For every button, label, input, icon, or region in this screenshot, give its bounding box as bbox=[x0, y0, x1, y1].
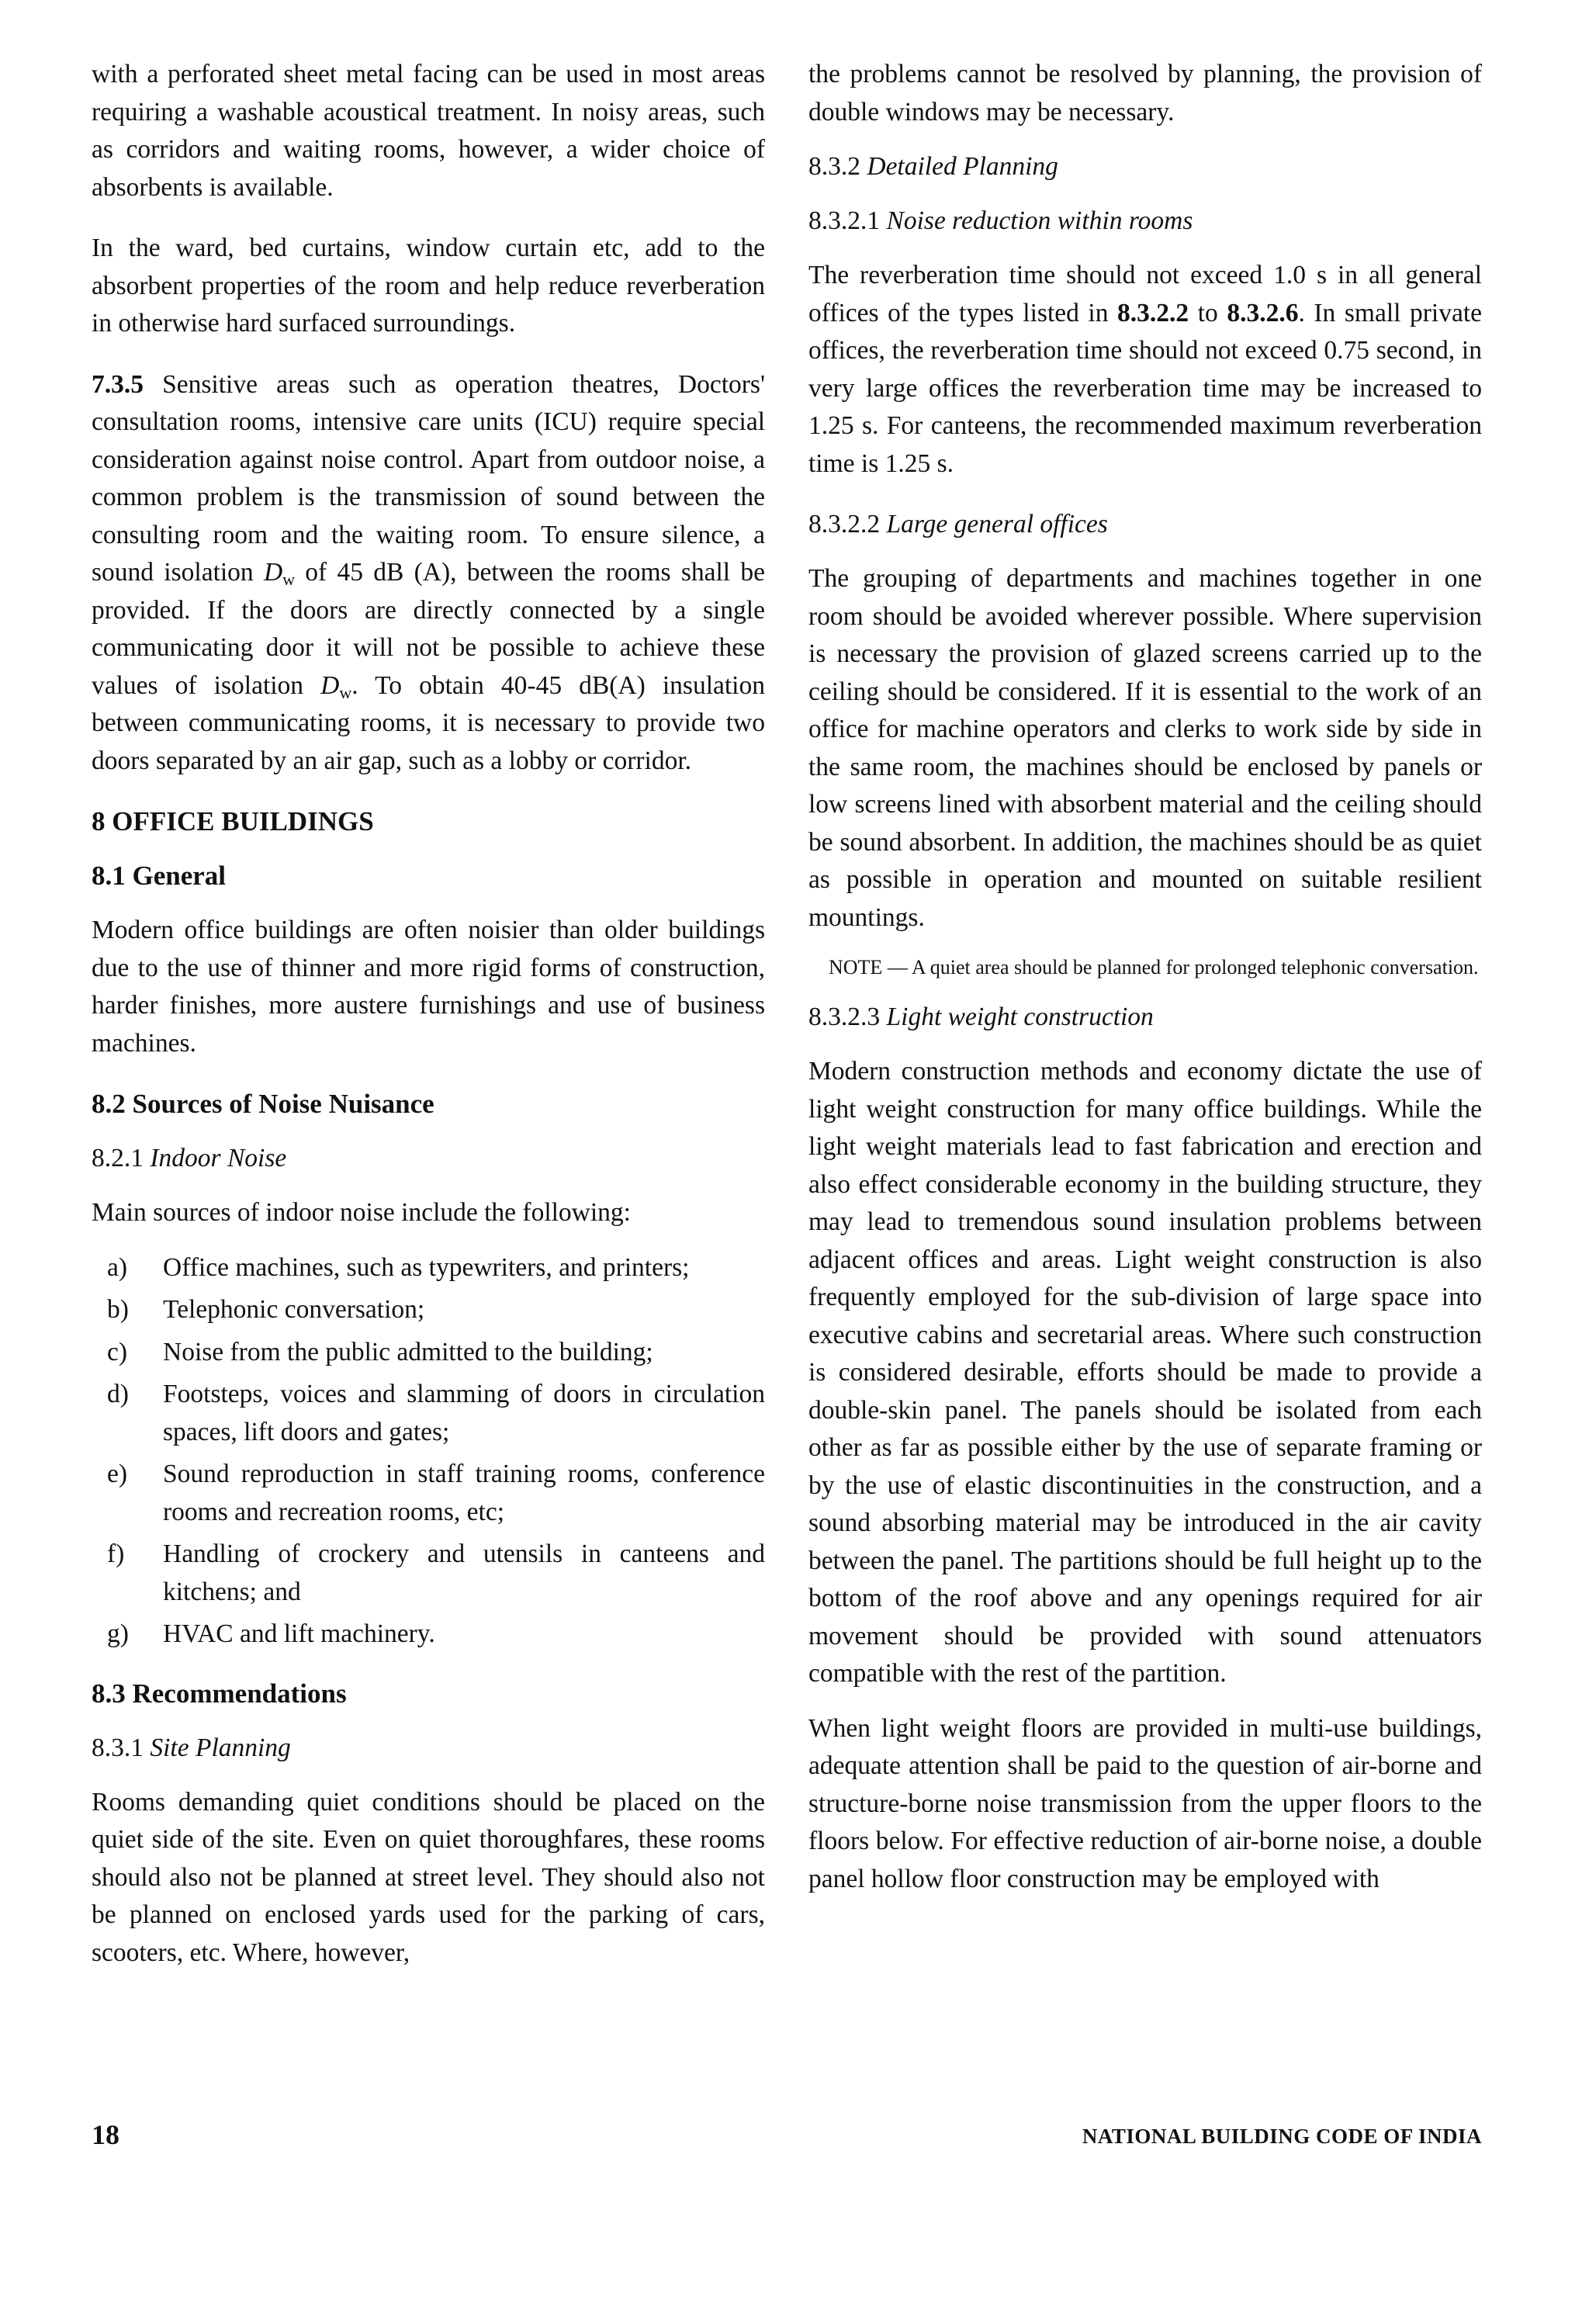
subsection-heading-8-2-1: 8.2.1 Indoor Noise bbox=[92, 1144, 287, 1172]
paragraph-8-2-1: Main sources of indoor noise include the following: bbox=[92, 1198, 631, 1227]
page-number: 18 bbox=[92, 2119, 119, 2150]
paragraph-8-1: Modern office buildings are often noisier than older buildings due to the use of thinner and more rigid forms of construction, harder finishes, more austere furnishings and use of business machines. bbox=[92, 916, 765, 1058]
paragraph-double-windows: the problems cannot be resolved by planning, the provision of double windows may be necessary. bbox=[808, 60, 1482, 126]
paragraph-ward-curtains: In the ward, bed curtains, window curtain etc, add to the absorbent properties of the room and help reduce reverberation in otherwise hard surfaced surroundings. bbox=[92, 234, 765, 338]
clause-7-3-5: 7.3.5 Sensitive areas such as operation theatres, Doctors' consultation rooms, intensive care units (ICU) require special consideration against noise control. Apart from outdoor noise, a common problem is the transmission of sound between the consulting room and the waiting room. To ensure silence, a sound isolation $D_w$ of 45 dB (A), between the rooms shall be provided. If the doors are directly connected by a single communicating door it will not be possible to achieve these values of isolation $D_w$. To obtain 40-45 dB(A) insulation between communicating rooms, it is necessary to provide two doors separated by an air gap, such as a lobby or corridor. bbox=[92, 369, 765, 775]
paragraph-absorbents: with a perforated sheet metal facing can be used in most areas requiring a washable acoustical treatment. In noisy areas, such as corridors and waiting rooms, however, a wider choice of absorbents is available. bbox=[92, 60, 765, 202]
paragraph-8-3-2-2: The grouping of departments and machines together in one room should be avoided wherever possible. Where supervision is necessary the provision of glazed screens carried up to the ceiling should be considered. If it is essential to the work of an office for machine operators and clerks to work side by side in the same room, the machines should be enclosed by panels or low screens lined with absorbent material and the ceiling should be sound absorbent. In addition, the machines should be as quiet as possible in operation and mounted on suitable resilient mountings. bbox=[808, 564, 1482, 932]
list-item: d) Footsteps, voices and slamming of doors in circulation spaces, lift doors and gates; bbox=[107, 1380, 765, 1446]
section-heading-8-1: 8.1 General bbox=[92, 861, 227, 891]
note-quiet-area: NOTE — A quiet area should be planned for prolonged telephonic conversation. bbox=[829, 956, 1479, 978]
list-item: b) Telephonic conversation; bbox=[107, 1295, 425, 1324]
subsection-heading-8-3-1: 8.3.1 Site Planning bbox=[92, 1733, 291, 1762]
list-item: g) HVAC and lift machinery. bbox=[107, 1619, 435, 1648]
list-item: e) Sound reproduction in staff training rooms, conference rooms and recreation rooms, etc; bbox=[107, 1460, 765, 1526]
paragraph-light-weight-floors: When light weight floors are provided in multi-use buildings, adequate attention shall be paid to the question of air-borne and structure-borne noise transmission from the upper floors to the floors below. For effective reduction of air-borne noise, a double panel hollow floor construction may be employed with bbox=[808, 1713, 1482, 1893]
right-column bbox=[808, 56, 1482, 1898]
paragraph-8-3-1: Rooms demanding quiet conditions should be placed on the quiet side of the site. Even on quiet thoroughfares, these rooms should also not be planned at street level. They should also not be planned on enclosed yards used for the parking of cars, scooters, etc. Where, however, bbox=[92, 1787, 765, 1967]
section-heading-8-2: 8.2 Sources of Noise Nuisance bbox=[92, 1089, 434, 1119]
clause-number: 7.3.5 bbox=[92, 369, 144, 399]
subsection-heading-8-3-2: 8.3.2 Detailed Planning bbox=[808, 152, 1058, 181]
subsection-heading-8-3-2-2: 8.3.2.2 Large general offices bbox=[808, 510, 1108, 539]
subsection-heading-8-3-2-1: 8.3.2.1 Noise reduction within rooms bbox=[808, 206, 1193, 235]
section-heading-8-3: 8.3 Recommendations bbox=[92, 1678, 347, 1709]
left-column bbox=[92, 56, 765, 1972]
clause-reference: 8.3.2.6 bbox=[1227, 298, 1299, 327]
publication-title: NATIONAL BUILDING CODE OF INDIA bbox=[1082, 2125, 1482, 2148]
indoor-noise-list bbox=[92, 1249, 765, 1654]
paragraph-8-3-2-3: Modern construction methods and economy dictate the use of light weight construction for many office buildings. While the light weight materials lead to fast fabrication and erection and also effect considerable economy in the building structure, they may lead to tremendous sound insulation problems between adjacent offices and areas. Light weight construction is also frequently employed for the sub-division of large space into executive cabins and secretarial areas. Where such construction is considered desirable, efforts should be made to provide a double-skin panel. The panels should be isolated from each other as far as possible either by the use of separate framing or by the use of elastic discontinuities in the construction, and a sound absorbing material may be introduced in the air cavity between the panel. The partitions should be full height up to the bottom of the roof above and any openings required for air movement should be provided with sound attenuators compatible with the rest of the partition. bbox=[808, 1057, 1482, 1688]
section-heading-8: 8 OFFICE BUILDINGS bbox=[92, 806, 374, 836]
paragraph-8-3-2-1: The reverberation time should not exceed 1.0 s in all general offices of the types listed in 8.3.2.2 to 8.3.2.6. In small private offices, the reverberation time should not exceed 0.75 second, in very large offices the reverberation time may be increased to 1.25 s. For canteens, the recommended maximum reverberation time is 1.25 s. bbox=[808, 261, 1482, 478]
list-item: c) Noise from the public admitted to the building; bbox=[107, 1337, 653, 1366]
list-item: f) Handling of crockery and utensils in canteens and kitchens; and bbox=[107, 1540, 765, 1606]
clause-reference: 8.3.2.2 bbox=[1117, 298, 1189, 327]
list-item: a) Office machines, such as typewriters, and printers; bbox=[107, 1252, 690, 1282]
page-footer bbox=[92, 2118, 1482, 2157]
subsection-heading-8-3-2-3: 8.3.2.3 Light weight construction bbox=[808, 1003, 1154, 1031]
